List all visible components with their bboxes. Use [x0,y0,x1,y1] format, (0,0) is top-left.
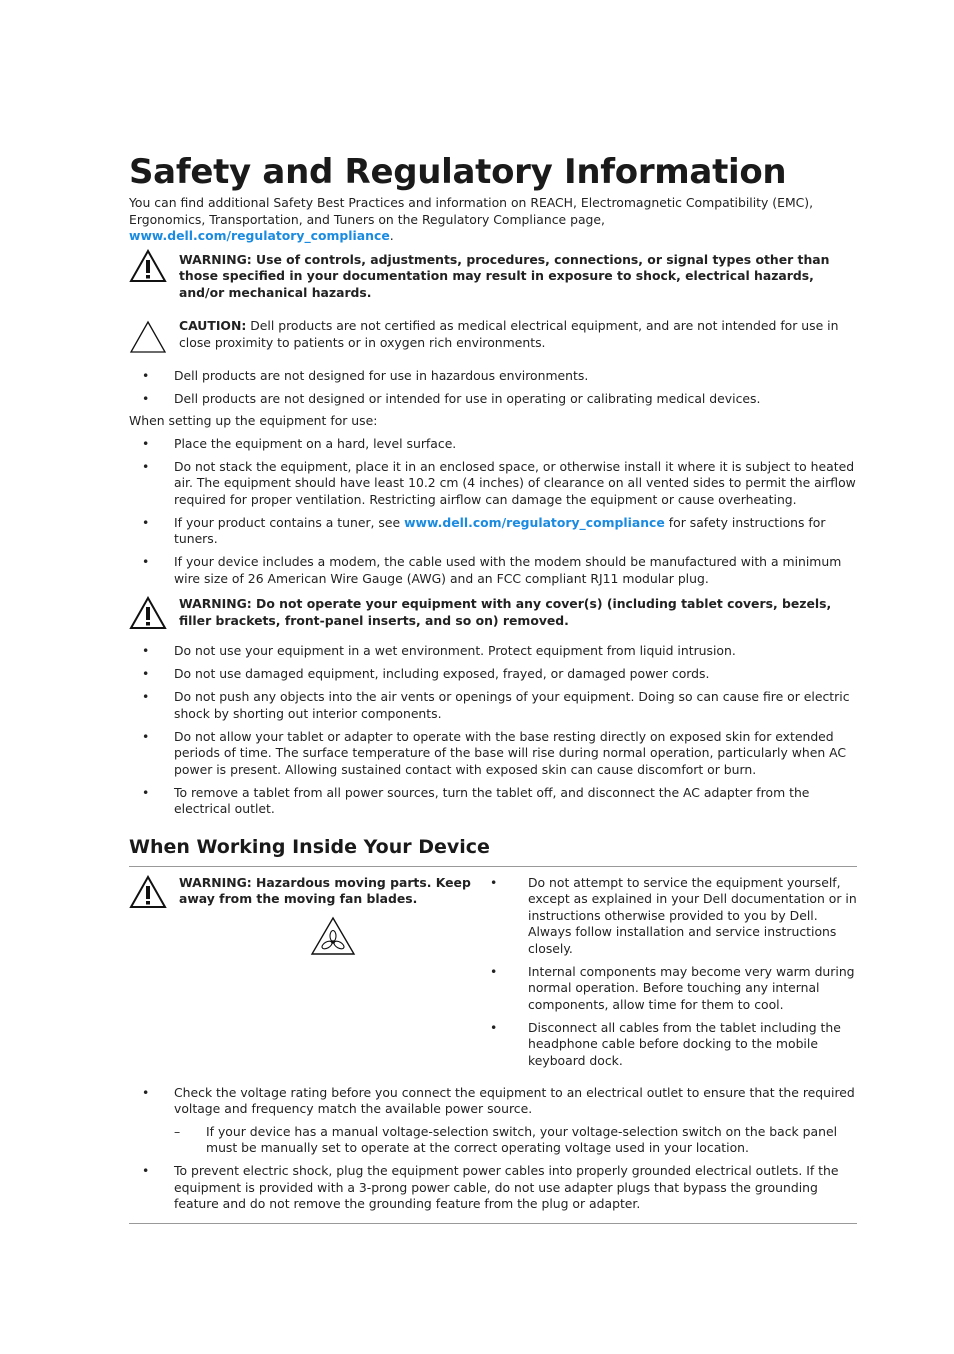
usage-list [129,643,857,818]
caution-text: CAUTION: Dell products are not certified as medical electrical equipment, and are not intended for use in close proximity to patients or in oxygen rich environments. [179,318,839,350]
intro-paragraph: You can find additional Safety Best Practices and information on REACH, Electromagnetic Compatibility (EMC), Ergonomics, Transportation, and Tuners on the Regulatory Compliance page, www.dell.com/regulatory_compliance. [129,195,814,243]
tuner-regulatory-link[interactable]: www.dell.com/regulatory_compliance [404,514,665,530]
intro-text: You can find additional Safety Best Practices and information on REACH, Electromagnetic Compatibility (EMC), Ergonomics, Transportation, and Tuners on the Regulatory Compliance page, [129,195,814,227]
regulatory-link[interactable]: www.dell.com/regulatory_compliance [129,228,390,243]
document-page [129,150,857,1224]
list-item: • To remove a tablet from all power sources, turn the tablet off, and disconnect the AC adapter from the electrical outlet. [129,785,857,818]
warning-text: WARNING: Hazardous moving parts. Keep away from the moving fan blades. [179,874,471,906]
bottom-divider [129,1223,857,1224]
warning-icon [129,249,167,283]
caution-notice [129,318,857,351]
fan-warning-notice [129,875,491,908]
environment-list [129,368,857,408]
page-title: Safety and Regulatory Information [129,152,787,192]
section-divider [129,866,857,867]
list-item: • Disconnect all cables from the tablet including the headphone cable before docking to the mobile keyboard dock. [491,1020,857,1070]
list-item: • Do not attempt to service the equipment yourself, except as explained in your Dell documentation or in instructions otherwise provided to you by Dell. Always follow installation and service instructions closely. [491,875,857,958]
fan-blade-hazard-icon [310,916,356,956]
warning-text: WARNING: Use of controls, adjustments, procedures, connections, or signal types other than those specified in your documentation may result in exposure to shock, electrical hazards, and/or mechanical hazards. [179,251,830,300]
list-item: • To prevent electric shock, plug the equipment power cables into properly grounded electrical outlets. If the equipment is provided with a 3-prong power cable, do not use adapter plugs that bypass the grounding feature and do not remove the grounding feature from the plug or adapter. [129,1163,857,1213]
caution-icon [129,320,167,354]
warning-icon [129,875,167,909]
list-item: • Internal components may become very warm during normal operation. Before touching any internal components, allow time for them to cool. [491,964,857,1014]
setup-list [129,436,857,588]
two-column-block [129,875,857,1076]
warning-icon [129,596,167,630]
list-item: • If your product contains a tuner, see www.dell.com/regulatory_compliance for safety instructions for tuners. [129,515,857,548]
list-item: • Dell products are not designed for use in hazardous environments. [129,368,857,385]
caution-label: CAUTION: [179,318,247,333]
list-item: • Do not stack the equipment, place it in an enclosed space, or otherwise install it where it is subject to heated air. The equipment should have least 10.2 cm (4 inches) of clearance on all vented sides to permit the airflow required for proper ventilation. Restricting airflow can damage the equipment or cause overheating. [129,459,857,509]
warning-notice [129,252,857,302]
warning-text: WARNING: Do not operate your equipment with any cover(s) (including tablet covers, bezels, filler brackets, front-panel inserts, and so on) removed. [179,596,832,628]
cover-warning-notice [129,596,857,629]
voltage-sub-list [174,1124,857,1157]
list-item: • If your device includes a modem, the cable used with the modem should be manufactured with a minimum wire size of 26 American Wire Gauge (AWG) and an FCC compliant RJ11 modular plug. [129,554,857,587]
electrical-list [129,1085,857,1213]
sub-list-item: – If your device has a manual voltage-selection switch, your voltage-selection switch on the back panel must be manually set to operate at the correct operating voltage used in your location. [174,1124,857,1157]
service-list [491,875,857,1070]
list-item: • Dell products are not designed or intended for use in operating or calibrating medical devices. [129,391,857,408]
list-item: • Do not allow your tablet or adapter to operate with the base resting directly on exposed skin for extended periods of time. The surface temperature of the base will rise during normal operation, particularly when AC power is present. Allowing sustained contact with exposed skin can cause discomfort or burn. [129,729,857,779]
list-item: • Do not use damaged equipment, including exposed, frayed, or damaged power cords. [129,666,857,683]
section-heading: When Working Inside Your Device [129,835,490,858]
right-column [491,875,857,1076]
left-column [129,875,491,1076]
list-item: • Check the voltage rating before you connect the equipment to an electrical outlet to ensure that the required voltage and frequency match the available power source. – If your device has a manual voltage-selection switch, your voltage-selection switch on the back panel must be manually set to operate at the correct operating voltage used in your location. [129,1085,857,1157]
list-item: • Do not use your equipment in a wet environment. Protect equipment from liquid intrusion. [129,643,857,660]
list-item: • Place the equipment on a hard, level surface. [129,436,857,453]
list-item: • Do not push any objects into the air vents or openings of your equipment. Doing so can cause fire or electric shock by shorting out interior components. [129,689,857,722]
setup-intro: When setting up the equipment for use: [129,413,378,428]
